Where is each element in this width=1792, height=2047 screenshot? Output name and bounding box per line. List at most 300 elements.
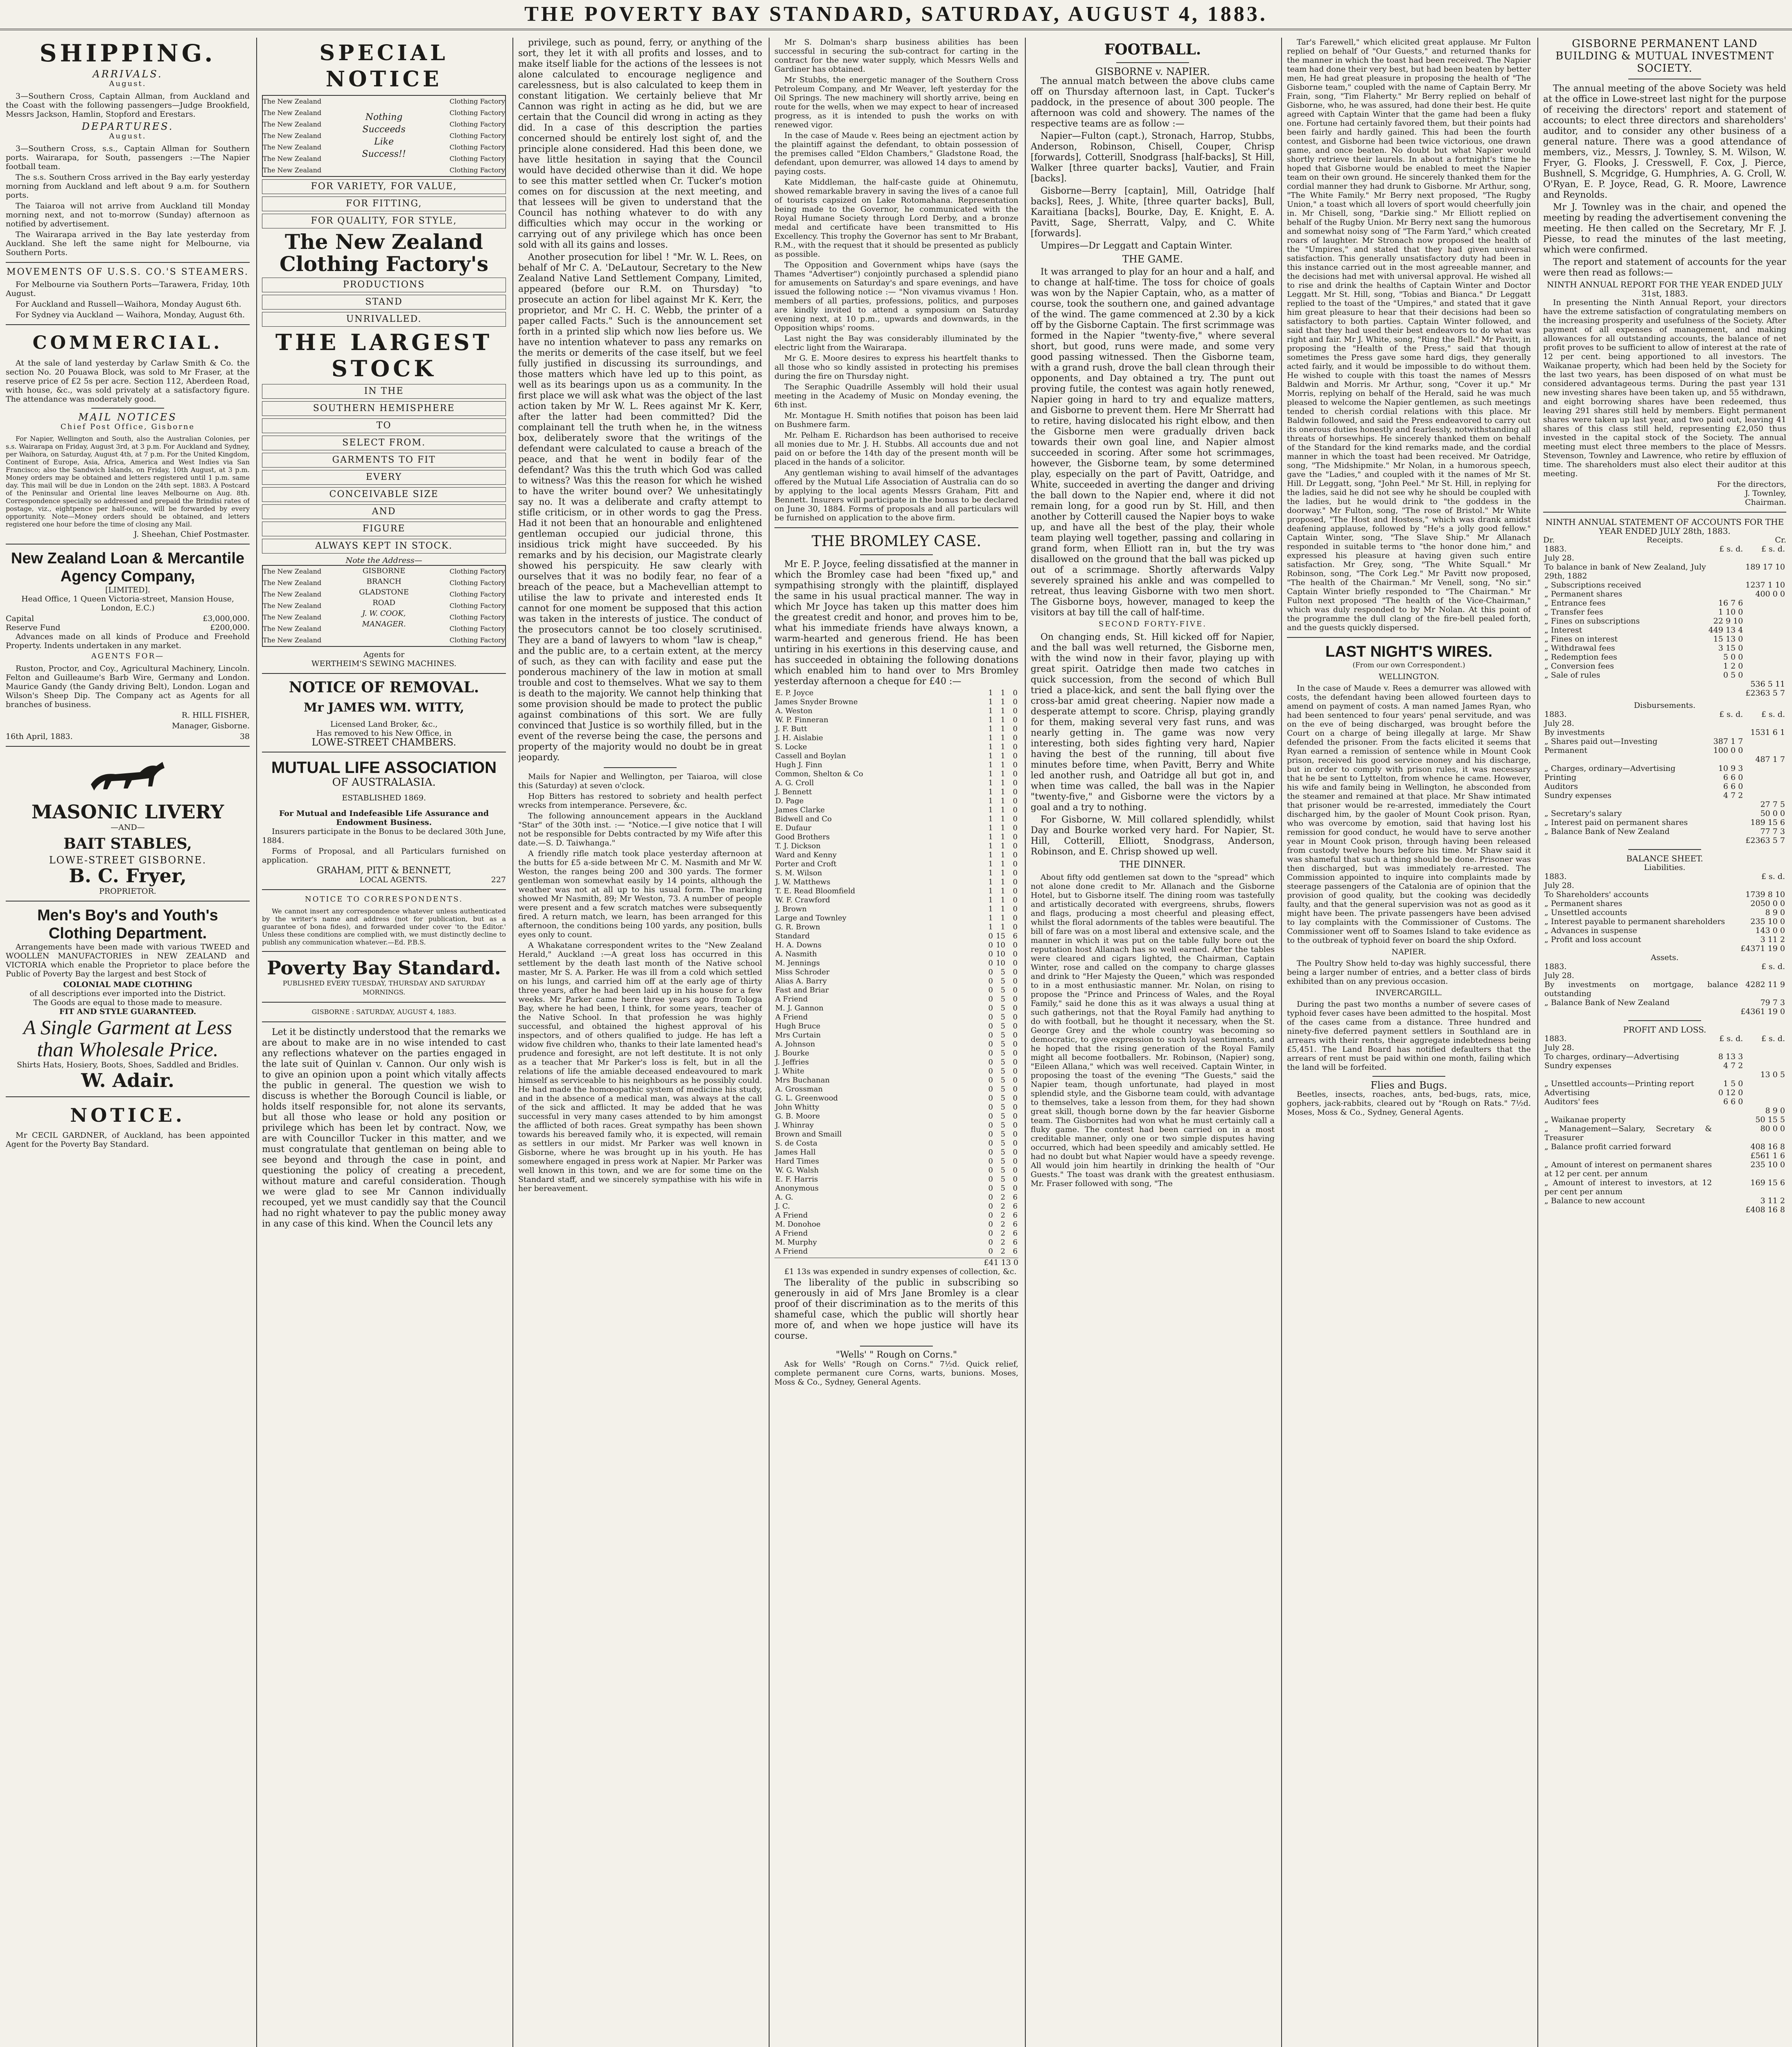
receipts-row [1543,608,1786,617]
table-cell: 1 [988,896,993,904]
table-cell: To balance in bank of New Zealand, July 29th, 1882 [1544,563,1706,581]
table-cell: 2 [1000,1220,1005,1229]
table-cell: 5 [1000,1067,1005,1075]
table-cell: 1 [988,725,993,733]
football-intro: The annual match between the above clubs came off on Thursday afternoon last, in Capt. Tucker's paddock, in the presence of about 300 people. The afternoon was cold and showery. The names of the respective teams are as follow :— [1031,76,1275,129]
table-cell: 0 [1013,1184,1018,1193]
table-cell: 1 [988,842,993,850]
every: EVERY [262,470,506,485]
table-cell: H. A. Downs [775,941,822,949]
donation-row [774,1202,1018,1211]
disbursement-row [1543,737,1786,746]
disbursement-row [1543,710,1786,719]
donation-row [774,995,1018,1004]
loan-sub: [LIMITED]. [105,585,150,594]
table-cell: 0 [1013,923,1018,931]
table-cell: 5 [1000,1094,1005,1103]
disbursement-row [1543,791,1786,800]
table-cell: Good Brothers [775,833,830,841]
news-para: Mr S. Dolman's sharp business abilities has been successful in securing the sub-contract for carting in the contract for the new water supply, which Messrs Wells and Gardiner has obtained. [774,38,1018,74]
adair: W. Adair. [81,1069,174,1091]
news-para: Mr. Montague H. Smith notifies that poison has been laid on Bushmere farm. [774,411,1018,429]
notice-title: NOTICE. [70,1104,185,1126]
table-cell: T. J. Dickson [775,842,821,850]
table-cell: £4361 19 0 [1740,1007,1785,1016]
asset-row [1543,971,1786,980]
liability-row [1543,881,1786,890]
cf-row: Clothing Factory [449,590,505,598]
table-cell [1543,1106,1713,1115]
table-cell: 1 [1000,896,1005,904]
table-cell [1543,689,1707,698]
donation-row [774,734,1018,743]
table-cell: 0 [988,986,993,994]
editorial-continued: privilege, such as pound, ferry, or anything of the sort, they let it with all profits and losses, and to make itself liable for the actions of the lessees is not alone calculated to encourage negligence and carelessness, but is also calculated to keep them in constant litigation. We certainly believe that Mr Cannon was right in acting as he did, but we are certain that the Council did wrong in acting as they did. In a case of this description the parties concerned should be entirely lost sight of, and the principle alone considered. Had this been done, we have little hesitation in saying that the Council would have decided otherwise than it did. We hope to see this matter settled when Cr. Tucker's motion comes on for discussion at the next meeting, and that lessees will be given to understand that the Council has nothing whatever to do with any difficulties which may occur in the working or carrying out of any privilege which has once been sold with all its gains and losses. [518,38,762,250]
table-cell: 5 [1000,1166,1005,1175]
donation-row [774,1148,1018,1157]
table-cell: 0 [988,950,993,958]
table-cell: 0 [1013,1175,1018,1184]
table-cell [1713,1142,1744,1151]
table-cell: 1 [1000,770,1005,778]
table-cell: 1 [988,734,993,742]
table-cell: Miss Schroder [775,968,830,976]
donation-row [774,689,1018,698]
table-cell [1712,827,1745,836]
witty-name: Mr JAMES WM. WITTY, [303,700,465,715]
table-cell: £ s. d. [1761,872,1785,881]
table-cell [1744,608,1786,617]
table-cell: £ s. d. [1719,710,1743,719]
table-cell [1744,635,1786,644]
disbursement-row [1543,773,1786,782]
reserve-label: Reserve Fund [6,623,61,632]
table-cell: Hard Times [775,1157,819,1166]
divider [860,1346,933,1347]
receipts-row [1543,689,1786,698]
table-cell: 0 [988,1094,993,1103]
donation-row [774,716,1018,725]
table-cell: 16 7 6 [1718,599,1743,608]
nz-row: The New Zealand [263,625,322,633]
always-kept: ALWAYS KEPT IN STOCK. [262,539,506,554]
receipts-row [1543,680,1786,689]
table-cell: 0 [1013,1085,1018,1094]
table-cell: Printing [1544,773,1577,782]
table-cell: 1 [988,779,993,787]
table-cell: 0 [988,1202,993,1211]
gisborne-para: For Gisborne, W. Mill collared splendidly, whilst Day and Bourke worked very hard. For Napier, St. Hill, Cotterill, Elliott, Snodgrass, Anderson, Robinson, and E. Chrisp showed up well. [1031,815,1275,857]
masonic-title: MASONIC LIVERY [31,801,224,823]
liability-row [1543,890,1786,899]
table-cell: 0 [1013,761,1018,769]
table-cell [1739,971,1786,980]
donation-row [774,833,1018,842]
liberality: The liberality of the public in subscribing so generously in aid of Mrs Jane Bromley is a clear proof of their discrimination as to the merits of this shameful case, which the public will shortly hear more of, and when we hope justice will have its course. [774,1278,1018,1341]
table-cell: 1 [988,806,993,814]
nz-row: The New Zealand [263,120,322,128]
table-cell: 22 9 10 [1713,617,1743,626]
table-cell: 1 [1000,707,1005,715]
table-cell: 0 5 0 [1723,671,1743,680]
table-cell: „ Amount of interest to investors, at 12 per cent per annum [1544,1178,1712,1196]
divider [1372,1076,1446,1077]
table-cell: 4282 11 9 [1745,980,1785,989]
wellington-text: In the case of Maude v. Rees a demurrer was allowed with costs, the defendant having been allowed fourteen days to amend on payment of costs. A man named James Ryan, who had been sentenced to four years' penal servitude, and was on the eve of being discharged, was brought before the Court on a charge of being illegally at large. Mr Shaw defended the prisoner. From the facts elicited it seems that Ryan earned a remission of sentence while in Mount Cook prison, received his good service money and his discharge, but in order to comply with prison rules, it was necessary that he be sent to Lyttelton, from whence he came. However, his wife and family being in Wellington, he absconded from the steamer and remained at that place. Mr Shaw intimated that prisoner would be re-arrested, immediately the Court discharged him, by the gaoler of Mount Cook prison. Ryan, who was overcome by emotion, said that having lost his remission for good conduct, he would have to serve another year in Mount Cook prison, through having been released from custody twelve hours before his time. Mr Shaw said it was shameful that such a thing should be done. Prisoner was then discharged, but was immediately re-arrested. The Commission appointed to inquire into complaints made by steerage passengers of the Catalonia are of opinion that the provision of good quality, but the cooking was decidedly faulty, and that the general supervision was not as good as it might have been. The private passengers have been advised to lay complaints with the Commissioner of Customs. The Commissioner went off to Soames Island to take evidence as to the outbreak of typhoid fever on board the ship Oxford. [1287,684,1531,945]
table-cell: Porter and Croft [775,860,837,868]
table-cell: Mrs Buchanan [775,1076,830,1085]
corr-title: NOTICE TO CORRESPONDENTS. [305,895,463,904]
horse-icon [83,752,173,797]
table-cell: 0 [988,1139,993,1148]
agents-for: Agents for [363,650,405,659]
table-cell [1543,836,1712,845]
table-cell: 408 16 8 [1750,1142,1785,1151]
table-cell [1713,1124,1744,1142]
table-cell: 3 15 0 [1718,644,1743,653]
established: ESTABLISHED 1869. [342,793,426,802]
mails-para: Mails for Napier and Wellington, per Taiaroa, will close this (Saturday) at seven o'clock. [518,772,762,790]
second-title: SECOND FORTY-FIVE. [1099,620,1207,628]
donation-row [774,950,1018,959]
table-cell: 0 [1013,1049,1018,1057]
shirts: Shirts Hats, Hosiery, Boots, Shoes, Saddled and Bridles. [16,1060,239,1069]
published: PUBLISHED EVERY TUESDAY, THURSDAY AND SATURDAY MORNINGS. [282,979,485,996]
profit-loss-table [1543,1034,1786,1214]
wells-text: Ask for Wells' "Rough on Corns." 7½d. Quick relief, complete permanent cure Corns, warts, bunions. Moses, Moss & Co., Sydney, General Agents. [774,1360,1018,1387]
divider [6,324,250,325]
table-cell: July 28. [1544,719,1574,728]
disbursement-row [1543,827,1786,836]
nothing-succeeds: Nothing Succeeds Like Success!! [362,112,406,159]
table-cell: „ Fines on interest [1544,635,1618,644]
table-cell: 1 [1000,734,1005,742]
table-cell: G. R. Brown [775,923,820,931]
society-text: Mr J. Townley was in the chair, and opened the meeting by reading the advertisement convening the meeting. He then called on the Secretary, Mr F. J. Piesse, to read the minutes of the last meeting, which were confirmed. [1543,202,1786,255]
stand: STAND [262,295,506,310]
table-cell: „ Shares paid out—Investing [1544,737,1658,746]
table-cell [1707,680,1745,689]
divider [6,746,250,747]
table-cell [1744,1043,1786,1052]
mail-title: MAIL NOTICES [78,411,177,423]
table-cell: 1 [1000,779,1005,787]
receipts-table [1543,545,1786,698]
liability-row [1543,926,1786,935]
table-cell: 1 [1000,797,1005,805]
cf-row: Clothing Factory [449,579,505,587]
donation-row [774,770,1018,779]
and-text: AND [262,504,506,519]
table-cell: M. Donohoe [775,1220,821,1229]
table-cell: 6 6 0 [1723,773,1743,782]
table-cell: „ Advances in suspense [1544,926,1637,935]
table-cell [1744,1052,1786,1061]
table-cell: 1 [1000,815,1005,823]
table-cell: 100 0 0 [1713,746,1743,755]
gisborne-team: Gisborne—Berry [captain], Mill, Oatridge [half backs], Rees, J. White, [three quarter backs], Bull, Karaitiana [backs], Bourke, Day, E. Knight, E. A. Pavitt, Sage, Sherratt, Valpy, and C. White [forwards]. [1031,186,1275,239]
table-cell: 6 [1013,1220,1018,1229]
table-cell: 1 [1000,869,1005,877]
table-cell: £ s. d. [1761,545,1785,554]
umpires: Umpires—Dr Leggatt and Captain Winter. [1040,241,1233,251]
table-cell [1744,599,1786,608]
table-cell: „ Secretary's salary [1544,809,1622,818]
receipts-row [1543,590,1786,599]
table-cell: Sundry expenses [1544,1061,1611,1070]
local-agents: LOCAL AGENTS. [359,875,427,884]
departures-heading: DEPARTURES. [81,121,174,132]
shipping-para: The Wairarapa arrived in the Bay late yesterday from Auckland. She left the same night for Melbourne, via Southern Ports. [6,230,250,257]
table-cell: 0 [988,1130,993,1139]
productions: PRODUCTIONS [262,278,506,292]
table-cell: 1 [1000,698,1005,706]
local-num: 227 [491,875,506,884]
donation-row [774,725,1018,734]
table-cell [1713,1196,1744,1205]
hop-para: Hop Bitters has restored to sobriety and health perfect wrecks from intemperance. Persevere, &c. [518,792,762,810]
southern-hemisphere: SOUTHERN HEMISPHERE [262,401,506,416]
gladstone-road: GLADSTONE ROAD [359,588,409,607]
table-cell: 1739 8 10 [1745,890,1785,899]
cf-list [413,96,505,176]
table-cell: 5 [1000,1004,1005,1012]
nz-row: The New Zealand [263,636,322,644]
donation-row [774,860,1018,869]
table-cell: 0 [1013,815,1018,823]
table-cell: „ Balance Bank of New Zealand [1544,827,1670,836]
cf-row: Clothing Factory [449,120,505,128]
cook: J. W. COOK, MANAGER. [362,609,406,628]
conceivable: CONCEIVABLE SIZE [262,487,506,502]
donation-row [774,1022,1018,1031]
single-garment: A Single Garment at Less than Wholesale Price. [23,1016,232,1061]
table-cell: 0 [1013,1166,1018,1175]
table-cell: A Friend [775,1211,808,1220]
table-cell: „ Charges, ordinary—Advertising [1544,764,1676,773]
table-cell: £561 1 6 [1750,1151,1785,1160]
table-cell: 1 [988,743,993,751]
table-cell: W. F. Crawford [775,896,831,904]
table-cell: John Whitty [775,1103,819,1112]
column-6 [1287,38,1531,2047]
nz-row: The New Zealand [263,97,322,105]
table-cell: 1883. [1544,545,1567,554]
table-cell: 2 [1000,1193,1005,1202]
table-cell: 1 [1000,833,1005,841]
bromley-title: THE BROMLEY CASE. [811,533,982,550]
divider [774,527,1018,528]
commercial-title: COMMERCIAL. [32,332,223,353]
table-cell [1707,563,1745,581]
table-cell: A Friend [775,1247,808,1256]
pl-row [1543,1061,1786,1070]
table-cell: £ s. d. [1761,1034,1785,1043]
table-cell: Advertising [1544,1088,1590,1097]
wells-title: "Wells' " Rough on Corns." [835,1350,957,1360]
news-para: In the case of Maude v. Rees being an ejectment action by the plaintiff against the defendant, to obtain possession of the premises called "Eldon Chambers," Gladstone Road, the defendant, upon demurrer, was allowed 14 days to amend by paying costs. [774,131,1018,176]
table-cell: 0 [988,1193,993,1202]
table-cell: 0 [988,1058,993,1066]
donation-row [774,1211,1018,1220]
table-cell: Standard [775,932,810,940]
table-cell [1744,1079,1786,1088]
movement-item: For Sydney via Auckland — Waihora, Monday, August 6th. [16,310,245,319]
table-cell [1744,782,1786,791]
table-cell [1713,1151,1744,1160]
table-cell [1712,719,1745,728]
table-cell: July 28. [1544,554,1574,563]
table-cell: 2 [1000,1211,1005,1220]
donation-row [774,1004,1018,1013]
donation-row [774,1094,1018,1103]
table-cell [1739,881,1786,890]
invercargill: INVERCARGILL. [1375,988,1442,997]
movement-item: For Melbourne via Southern Ports—Tarawera, Friday, 10th August. [6,280,250,298]
table-cell: 1883. [1544,872,1567,881]
pl-row [1543,1115,1786,1124]
table-cell: A. G. [775,1193,793,1202]
table-cell: G. B. Moore [775,1112,820,1121]
table-cell [1744,662,1786,671]
unrivalled: UNRIVALLED. [262,312,506,327]
table-cell: 0 [988,968,993,976]
table-cell: By investments [1544,728,1605,737]
special-notice-box [262,95,506,177]
wires-sub: (From our own Correspondent.) [1352,661,1465,669]
table-cell: To charges, ordinary—Advertising [1544,1052,1679,1061]
donation-row [774,1238,1018,1247]
table-cell [1744,1061,1786,1070]
donation-row [774,914,1018,923]
fit-style: FIT AND STYLE GUARANTEED. [59,1007,196,1016]
table-cell: 0 [1013,860,1018,868]
table-cell: J. C. [775,1202,790,1211]
receipts-row [1543,635,1786,644]
table-cell [1744,746,1786,755]
table-cell: 0 [1013,1148,1018,1157]
donation-row [774,842,1018,851]
donation-row [774,959,1018,968]
table-cell: 0 [1013,995,1018,1003]
fisher-date: 16th April, 1883. [6,732,73,741]
table-cell: 0 [1013,1112,1018,1121]
second-text: On changing ends, St. Hill kicked off for Napier, and the ball was well returned, the Gisborne men, with the wind now in their favor, playing up with great spirit. Oatridge then made two catches in quick succession, from the second of which Bull tried a place-kick, and sent the ball flying over the cross-bar amid great cheering. Napier now made a desperate attempt to score. Chrisp, playing grandly for them, making several very fast runs, and was nearly getting in. The game was now very interesting, both sides fighting very hard, Napier having the best of the running, till about five minutes before time, when Pavitt, Berry and White led another rush, and Oatridge all but got in, and when time was called, the ball was in the Napier "twenty-five," and Gisborne were the victors by a goal and a try to nothing. [1031,632,1275,813]
nz-row: The New Zealand [263,166,322,174]
donation-row [774,905,1018,914]
table-cell: 1 [1000,842,1005,850]
table-cell: 387 1 7 [1713,737,1743,746]
table-cell: 1 5 0 [1723,1079,1743,1088]
table-cell: G. L. Greenwood [775,1094,838,1103]
liability-row [1543,917,1786,926]
donation-row [774,752,1018,761]
table-cell: 0 [1013,1094,1018,1103]
table-cell: Hugh J. Finn [775,761,822,769]
table-cell: „ Withdrawal fees [1544,644,1615,653]
table-cell: 0 [1013,1058,1018,1066]
table-cell: 10 [996,941,1005,949]
table-cell: Cassell and Boylan [775,752,846,760]
table-cell: 0 [1013,896,1018,904]
wires-title: LAST NIGHT'S WIRES. [1325,643,1493,660]
table-cell: „ Balance profit carried forward [1544,1142,1671,1151]
nz-row: The New Zealand [263,613,322,621]
table-cell [1744,644,1786,653]
pl-row [1543,1196,1786,1205]
to-text: TO [262,418,506,433]
column-rule [1281,38,1282,2047]
table-cell: 0 [988,1022,993,1030]
receipts-row [1543,545,1786,554]
table-cell: 27 7 5 [1760,800,1785,809]
table-cell: 1 [988,761,993,769]
table-cell: James Clarke [775,806,825,814]
table-cell: 0 [1013,707,1018,715]
table-cell: 235 10 0 [1750,1160,1785,1169]
game-text: It was arranged to play for an hour and a half, and to change at half-time. The toss for choice of goals was won by the Napier Captain, who, as a matter of course, took the southern one, and gained advantage of the wind. The game commenced at 2.30 by a kick off by the Gisborne Captain. The first scrimmage was formed in the Napier "twenty-five," where several short, but good, runs were made, and some very good passing witnessed. Then the Gisborne team, with a grand rush, drove the ball clean through their opponents, and Day obtained a try. The punt out proving futile, the contest was again hotly renewed, Napier going in hard to try and equalize matters, and Gisborne to prevent them. Here Mr Sherratt had to retire, having dislocated his right elbow, and then the Gisborne men were gradually driven back towards their own goal line, and Napier almost succeeded in scoring. After some hot scrimmages, however, the Gisborne team, by some determined play, especially on the part of Pavitt, Oatridge, and White, succeeded in averting the danger and driving the ball down to the Napier end, where it did not remain long, for a good run by St. Hill, and then another by Cotterill caused the Napier boys to wake up, and have all the best of the play, their whole team playing well together, passing and collaring in grand form, when Elliott ran in, but the try was disallowed on the ground that the ball was picked up out of a scrimmage. Shortly afterwards Valpy severely sprained his ankle and was compelled to retreat, thus leaving Gisborne with two men short. The Gisborne boys, however, managed to keep the visitors at bay till the call of half-time. [1031,267,1275,618]
column-rule [769,38,770,2047]
table-cell: £2363 5 7 [1745,689,1785,698]
match-title: GISBORNE v. NAPIER. [1095,66,1210,77]
pl-row [1543,1034,1786,1043]
table-cell: A Friend [775,1229,808,1238]
table-cell: 0 [988,1112,993,1121]
quality-line: FOR QUALITY, FOR STYLE, [262,214,506,228]
colonial-sub: of all descriptions ever imported into the District. [29,989,226,998]
donation-row [774,1013,1018,1022]
table-cell: Hugh Bruce [775,1022,821,1030]
column-2 [262,38,506,2047]
table-cell [1712,818,1745,827]
disbursements-label: Disbursements. [1634,701,1696,710]
dr-label: Dr. [1543,535,1555,545]
table-cell: Common, Shelton & Co [775,770,863,778]
and-text: —AND— [111,823,145,832]
cr-label: Cr. [1775,535,1786,545]
receipts-header [1543,535,1786,545]
proprietor: PROPRIETOR. [99,887,156,896]
table-cell: 0 [1013,869,1018,877]
divider [262,673,506,674]
table-cell: „ Redemption fees [1544,653,1617,662]
asset-row [1543,998,1786,1007]
table-cell: 1 [988,815,993,823]
table-cell: 5 [1000,1076,1005,1085]
table-cell [1744,737,1786,746]
donation-row [774,869,1018,878]
table-cell: 0 [1013,806,1018,814]
donation-row [774,1220,1018,1229]
table-cell [1744,1088,1786,1097]
table-cell: Sundry expenses [1544,791,1611,800]
table-cell: 0 [1013,1121,1018,1130]
editorial: Let it be distinctly understood that the remarks we are about to make are in no wise intended to cast any reflections whatever on the parties engaged in the late suit of Quinlan v. Cannon. Our only wish is to give an opinion upon a point which vitally affects the public in general. The question we wish to discuss is whether the Borough Council is liable, or holds itself responsible for, not alone its servants, but all those who lease or hold any position or privilege which has been let by contract. Now, we are with Councillor Tucker in this matter, and we must congratulate that gentleman on being able to see beyond and through the case in point, and questioning the policy of creating a precedent, without mature and careful consideration. Though we were glad to see Mr Cannon individually recouped, yet we must candidly say that the Council had no right whatever to pay the public money away in any case of this kind. When the Council lets any [262,1027,506,1229]
table-cell: 10 [996,959,1005,967]
notice-para: The following announcement appears in the Auckland "Star" of the 30th inst. :— "Notice.—I give notice that I will not be responsible for Debts contracted by my Wife after this date.—S. D. Taiwhanga." [518,811,762,847]
agents-for: AGENTS FOR— [91,652,165,660]
report-title: NINTH ANNUAL REPORT FOR THE YEAR ENDED JULY 31st, 1883. [1546,280,1783,298]
table-cell: 235 10 0 [1750,917,1785,926]
table-cell: A. Johnson [775,1040,815,1048]
table-cell: 1 [1000,788,1005,796]
graham: GRAHAM, PITT & BENNETT, [316,865,451,876]
capital-row [6,614,250,623]
cf-row: Clothing Factory [449,166,505,174]
table-cell: 2050 0 0 [1750,899,1785,908]
table-cell: 0 [988,1247,993,1256]
table-cell: 0 [1013,851,1018,859]
